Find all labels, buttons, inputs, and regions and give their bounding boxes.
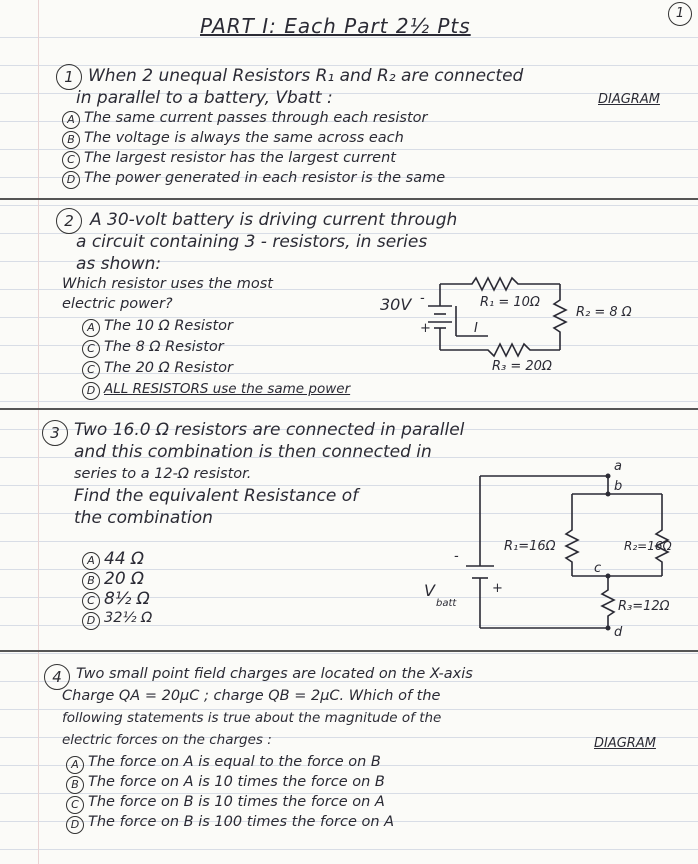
r3-resistor-symbol: [602, 576, 614, 628]
question-3-line-2: and this combination is then connected in: [74, 442, 432, 462]
question-3-circuit: [400, 456, 680, 640]
r2-resistor-symbol: [554, 284, 566, 350]
circuit-2-current: I: [474, 321, 478, 336]
question-4-line-1: Two small point field charges are located on the X-axis: [76, 666, 473, 682]
question-3-option-b-letter: B: [82, 572, 100, 590]
page-number: 1: [668, 2, 692, 26]
question-3-number: 3: [42, 420, 68, 446]
question-4-option-a: The force on A is equal to the force on B: [88, 754, 381, 770]
question-4-line-3: following statements is true about the magnitude of the: [62, 710, 442, 726]
margin-line: [38, 0, 39, 864]
circuit-2-r3-label: R₃ = 20Ω: [492, 359, 552, 374]
node-c-dot: [606, 574, 611, 579]
r1-resistor-symbol: [566, 494, 578, 576]
question-3-option-d: 32½ Ω: [104, 610, 153, 626]
node-d-dot: [606, 626, 611, 631]
question-3-option-d-letter: D: [82, 612, 100, 630]
circuit-3-vbatt-sub: batt: [436, 598, 457, 609]
circuit-2-r1-label: R₁ = 10Ω: [480, 295, 540, 310]
circuit-3-r3-label: R₃=12Ω: [618, 599, 670, 614]
question-4-option-c: The force on B is 10 times the force on A: [88, 794, 385, 810]
question-4-option-b-letter: B: [66, 776, 84, 794]
question-1-number: 1: [56, 64, 82, 90]
question-4-diagram-label: DIAGRAM: [594, 736, 656, 751]
question-4-option-d: The force on B is 100 times the force on A: [88, 814, 395, 830]
question-3-option-c: 8½ Ω: [104, 589, 150, 609]
circuit-2-voltage: 30V: [380, 295, 412, 314]
circuit-2-minus: -: [420, 291, 425, 306]
question-1-option-c-letter: C: [62, 151, 80, 169]
question-1-option-d: The power generated in each resistor is the same: [84, 170, 446, 186]
question-2-line-2: a circuit containing 3 - resistors, in series: [76, 232, 428, 252]
question-4-option-b: The force on A is 10 times the force on B: [88, 774, 385, 790]
question-2-option-b: The 8 Ω Resistor: [104, 339, 224, 355]
question-3-option-c-letter: C: [82, 592, 100, 610]
question-2-option-b-letter: C: [82, 340, 100, 358]
question-2-line-5: electric power?: [62, 296, 173, 312]
section-divider-2: [0, 408, 698, 410]
question-1-line-2: in parallel to a battery, Vbatt :: [76, 88, 333, 108]
question-4-option-d-letter: D: [66, 816, 84, 834]
node-b-dot: [606, 492, 611, 497]
question-1-diagram-label: DIAGRAM: [598, 92, 660, 107]
circuit-2-r2-label: R₂ = 8 Ω: [576, 305, 632, 320]
circuit-3-node-b: b: [614, 479, 623, 494]
question-2-option-d: ALL RESISTORS use the same power: [104, 381, 351, 397]
question-4-option-c-letter: C: [66, 796, 84, 814]
circuit-3-node-a: a: [614, 459, 622, 474]
question-1-option-b-letter: B: [62, 131, 80, 149]
question-3-option-a: 44 Ω: [104, 549, 145, 569]
circuit-3-node-c: c: [594, 561, 602, 576]
question-1-option-a: The same current passes through each resistor: [84, 110, 428, 126]
question-4-line-4: electric forces on the charges :: [62, 732, 272, 748]
question-2-line-1: A 30-volt battery is driving current through: [90, 210, 458, 230]
question-2-line-4: Which resistor uses the most: [62, 276, 273, 292]
question-3-line-1: Two 16.0 Ω resistors are connected in parallel: [74, 420, 465, 440]
circuit-3-minus: -: [454, 549, 459, 564]
question-2-option-a: The 10 Ω Resistor: [104, 318, 233, 334]
circuit-3-r1-label: R₁=16Ω: [504, 539, 556, 554]
question-4-option-a-letter: A: [66, 756, 84, 774]
question-2-option-c-letter: C: [82, 361, 100, 379]
section-divider-1: [0, 198, 698, 200]
question-3-line-4: Find the equivalent Resistance of: [74, 486, 359, 506]
question-1-option-c: The largest resistor has the largest current: [84, 150, 396, 166]
question-2-option-d-letter: D: [82, 382, 100, 400]
question-1-option-b: The voltage is always the same across each: [84, 130, 404, 146]
question-1-option-d-letter: D: [62, 171, 80, 189]
question-3-option-a-letter: A: [82, 552, 100, 570]
r1-resistor-symbol: [440, 278, 560, 290]
section-divider-3: [0, 650, 698, 652]
question-2-circuit: [380, 272, 632, 374]
question-1-line-1: When 2 unequal Resistors R₁ and R₂ are connected: [88, 66, 524, 86]
question-4-line-2: Charge QA = 20μC ; charge QB = 2μC. Which of the: [62, 688, 441, 704]
question-3-option-b: 20 Ω: [104, 569, 145, 589]
question-2-option-a-letter: A: [82, 319, 100, 337]
r3-resistor-symbol: [440, 344, 560, 356]
question-1-option-a-letter: A: [62, 111, 80, 129]
circuit-3-r2-label: R₂=16Ω: [624, 539, 672, 553]
circuit-3-plus: +: [492, 581, 503, 596]
question-3-line-5: the combination: [74, 508, 213, 528]
circuit-2-plus: +: [420, 321, 431, 336]
circuit-3-vbatt: V: [424, 581, 435, 600]
page-title: PART I: Each Part 2½ Pts: [200, 14, 471, 38]
question-3-line-3: series to a 12-Ω resistor.: [74, 466, 252, 482]
circuit-3-node-d: d: [614, 625, 623, 640]
r2-resistor-symbol: [656, 494, 668, 576]
node-a-dot: [606, 474, 611, 479]
question-2-line-3: as shown:: [76, 254, 162, 274]
question-2-number: 2: [56, 208, 82, 234]
question-4-number: 4: [44, 664, 70, 690]
question-2-option-c: The 20 Ω Resistor: [104, 360, 233, 376]
